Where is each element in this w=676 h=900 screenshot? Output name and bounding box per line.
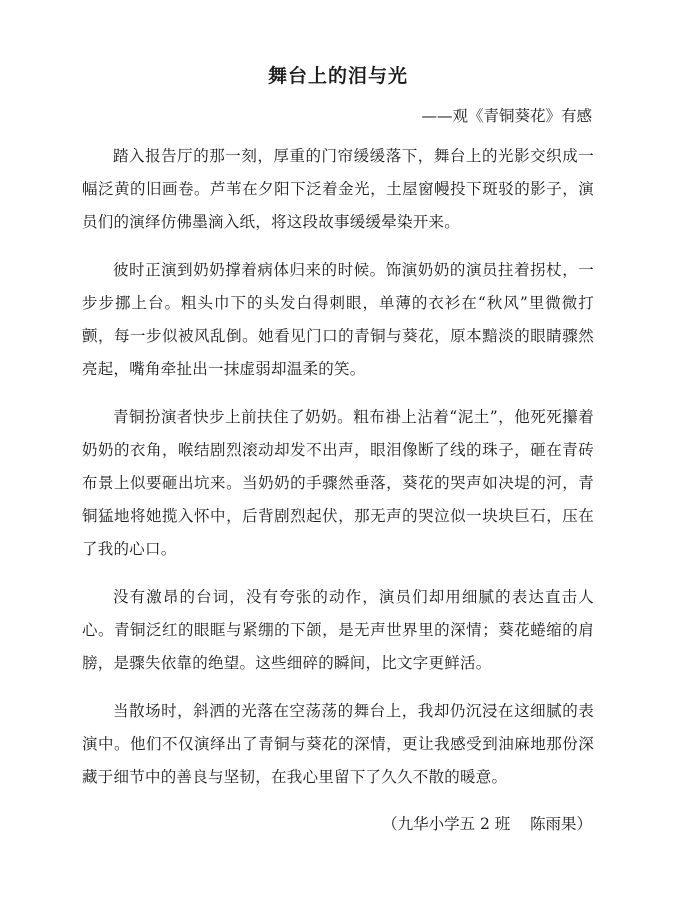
essay-title: 舞台上的泪与光 xyxy=(267,65,408,87)
essay-body xyxy=(82,140,594,794)
essay-subtitle: ——观《青铜葵花》有感 xyxy=(421,107,592,125)
paragraph-4: 没有激昂的台词，没有夸张的动作，演员们却用细腻的表达直击人心。青铜泛红的眼眶与紧绷的下颌，是无声世界里的深情；葵花蜷缩的肩膀，是骤失依靠的绝望。这些细碎的瞬间，比文字更鲜活。 xyxy=(82,588,594,672)
paragraph-1: 踏入报告厅的那一刻，厚重的门帘缓缓落下，舞台上的光影交织成一幅泛黄的旧画卷。芦苇在夕阳下泛着金光，土屋窗幔投下斑驳的影子，演员们的演绎仿佛墨滴入纸，将这段故事缓缓晕染开来。 xyxy=(82,147,594,231)
paragraph-2: 彼时正演到奶奶撑着病体归来的时候。饰演奶奶的演员拄着拐杖，一步步挪上台。粗头巾下的头发白得刺眼，单薄的衣衫在“秋风”里微微打颤，每一步似被风乱倒。她看见门口的青铜与葵花，原本黯淡的眼睛骤然亮起，嘴角牵扯出一抹虚弱却温柔的笑。 xyxy=(82,261,594,378)
paragraph-3: 青铜扮演者快步上前扶住了奶奶。粗布褂上沾着“泥土”，他死死攥着奶奶的衣角，喉结剧烈滚动却发不出声，眼泪像断了线的珠子，砸在青砖布景上似要砸出坑来。当奶奶的手骤然垂落，葵花的哭声如决堤的河，青铜猛地将她揽入怀中，后背剧烈起伏，那无声的哭泣似一块块巨石，压在了我的心口。 xyxy=(82,408,594,558)
paragraph-5: 当散场时，斜洒的光落在空荡荡的舞台上，我却仍沉浸在这细腻的表演中。他们不仅演绎出了青铜与葵花的深情，更让我感受到油麻地那份深藏于细节中的善良与坚韧，在我心里留下了久久不散的暖意。 xyxy=(82,702,594,786)
author-signature: （九华小学五 2 班 陈雨果） xyxy=(382,815,592,833)
